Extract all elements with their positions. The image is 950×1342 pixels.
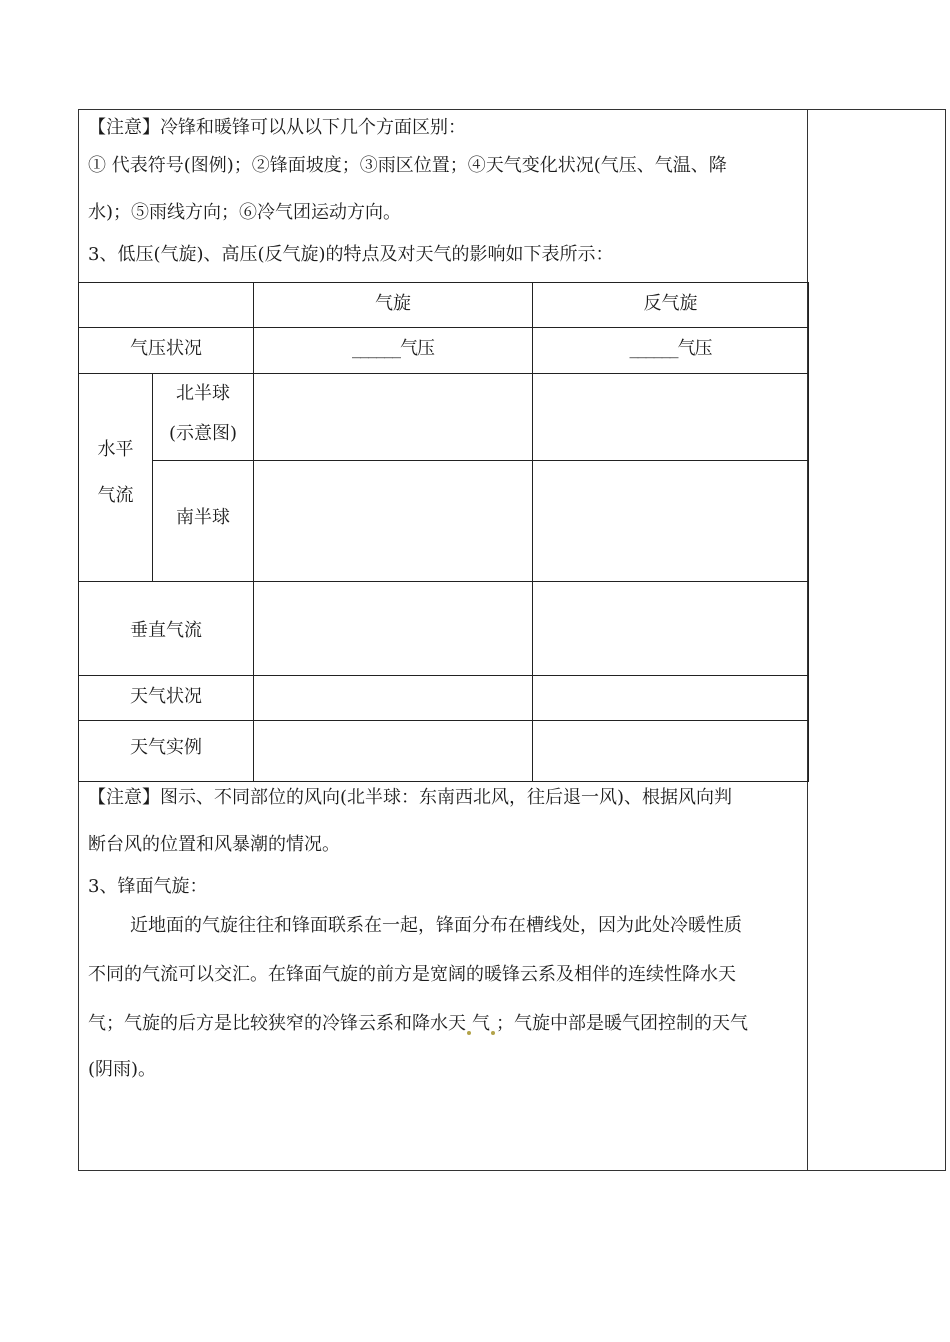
note1-line2: ① 代表符号(图例)；②锋面坡度；③雨区位置；④天气变化状况(气压、气温、降 [88,155,727,176]
paragraph-line2: 不同的气流可以交汇。在锋面气旋的前方是宽阔的暖锋云系及相伴的连续性降水天 [88,964,736,985]
weather-cyclone-cell [254,676,533,721]
paragraph-line3-part2: 气 [472,1013,490,1034]
pressure-cyclone-text: ______气压 [352,338,434,359]
header-anticyclone: 反气旋 [533,283,809,328]
note1-line3: 水)；⑤雨线方向；⑥冷气团运动方向。 [88,202,402,223]
row-label-north [153,374,254,461]
south-cyclone-cell [254,461,533,582]
header-cyclone: 气旋 [254,283,533,328]
paragraph-line4: (阴雨)。 [88,1059,157,1080]
horizontal-label-2: 气流 [97,484,134,506]
example-anticyclone-cell [533,721,809,782]
vertical-cyclone-cell [254,582,533,676]
horizontal-label-1: 水平 [97,438,134,460]
pressure-anticyclone-text: ______气压 [629,338,712,359]
cyclone-table [78,282,809,782]
north-label-2: (示意图) [168,423,238,444]
row-label-example: 天气实例 [79,721,254,782]
paragraph-line3 [88,1012,748,1036]
item3b-heading: 3、锋面气旋： [88,876,208,897]
pressure-anticyclone-blank [533,328,809,374]
row-label-south: 南半球 [153,461,254,582]
row-label-vertical: 垂直气流 [79,582,254,676]
emphasis-dot [467,1031,471,1035]
row-label-pressure: 气压状况 [79,328,254,374]
paragraph-line3-part3: ；气旋中部是暖气团控制的天气 [496,1013,748,1034]
paragraph-line1: 近地面的气旋往往和锋面联系在一起，锋面分布在槽线处，因为此处冷暖性质 [130,915,742,936]
table-corner-cell [79,283,254,328]
north-cyclone-cell [254,374,533,461]
item3-heading: 3、低压(气旋)、高压(反气旋)的特点及对天气的影响如下表所示： [88,244,614,265]
example-cyclone-cell [254,721,533,782]
row-label-horizontal [79,374,153,582]
north-anticyclone-cell [533,374,809,461]
emphasis-dot [491,1031,495,1035]
weather-anticyclone-cell [533,676,809,721]
south-anticyclone-cell [533,461,809,582]
vertical-anticyclone-cell [533,582,809,676]
note2-line1: 【注意】图示、不同部位的风向(北半球：东南西北风，往后退一风)、根据风向判 [88,787,733,808]
note1-line1: 【注意】冷锋和暖锋可以从以下几个方面区别： [88,117,466,138]
note2-line2: 断台风的位置和风暴潮的情况。 [88,834,340,855]
row-label-weather: 天气状况 [79,676,254,721]
north-label-1: 北半球 [176,383,230,404]
paragraph-line3-part1: 气；气旋的后方是比较狭窄的冷锋云系和降水天 [88,1013,466,1034]
pressure-cyclone-blank [254,328,533,374]
